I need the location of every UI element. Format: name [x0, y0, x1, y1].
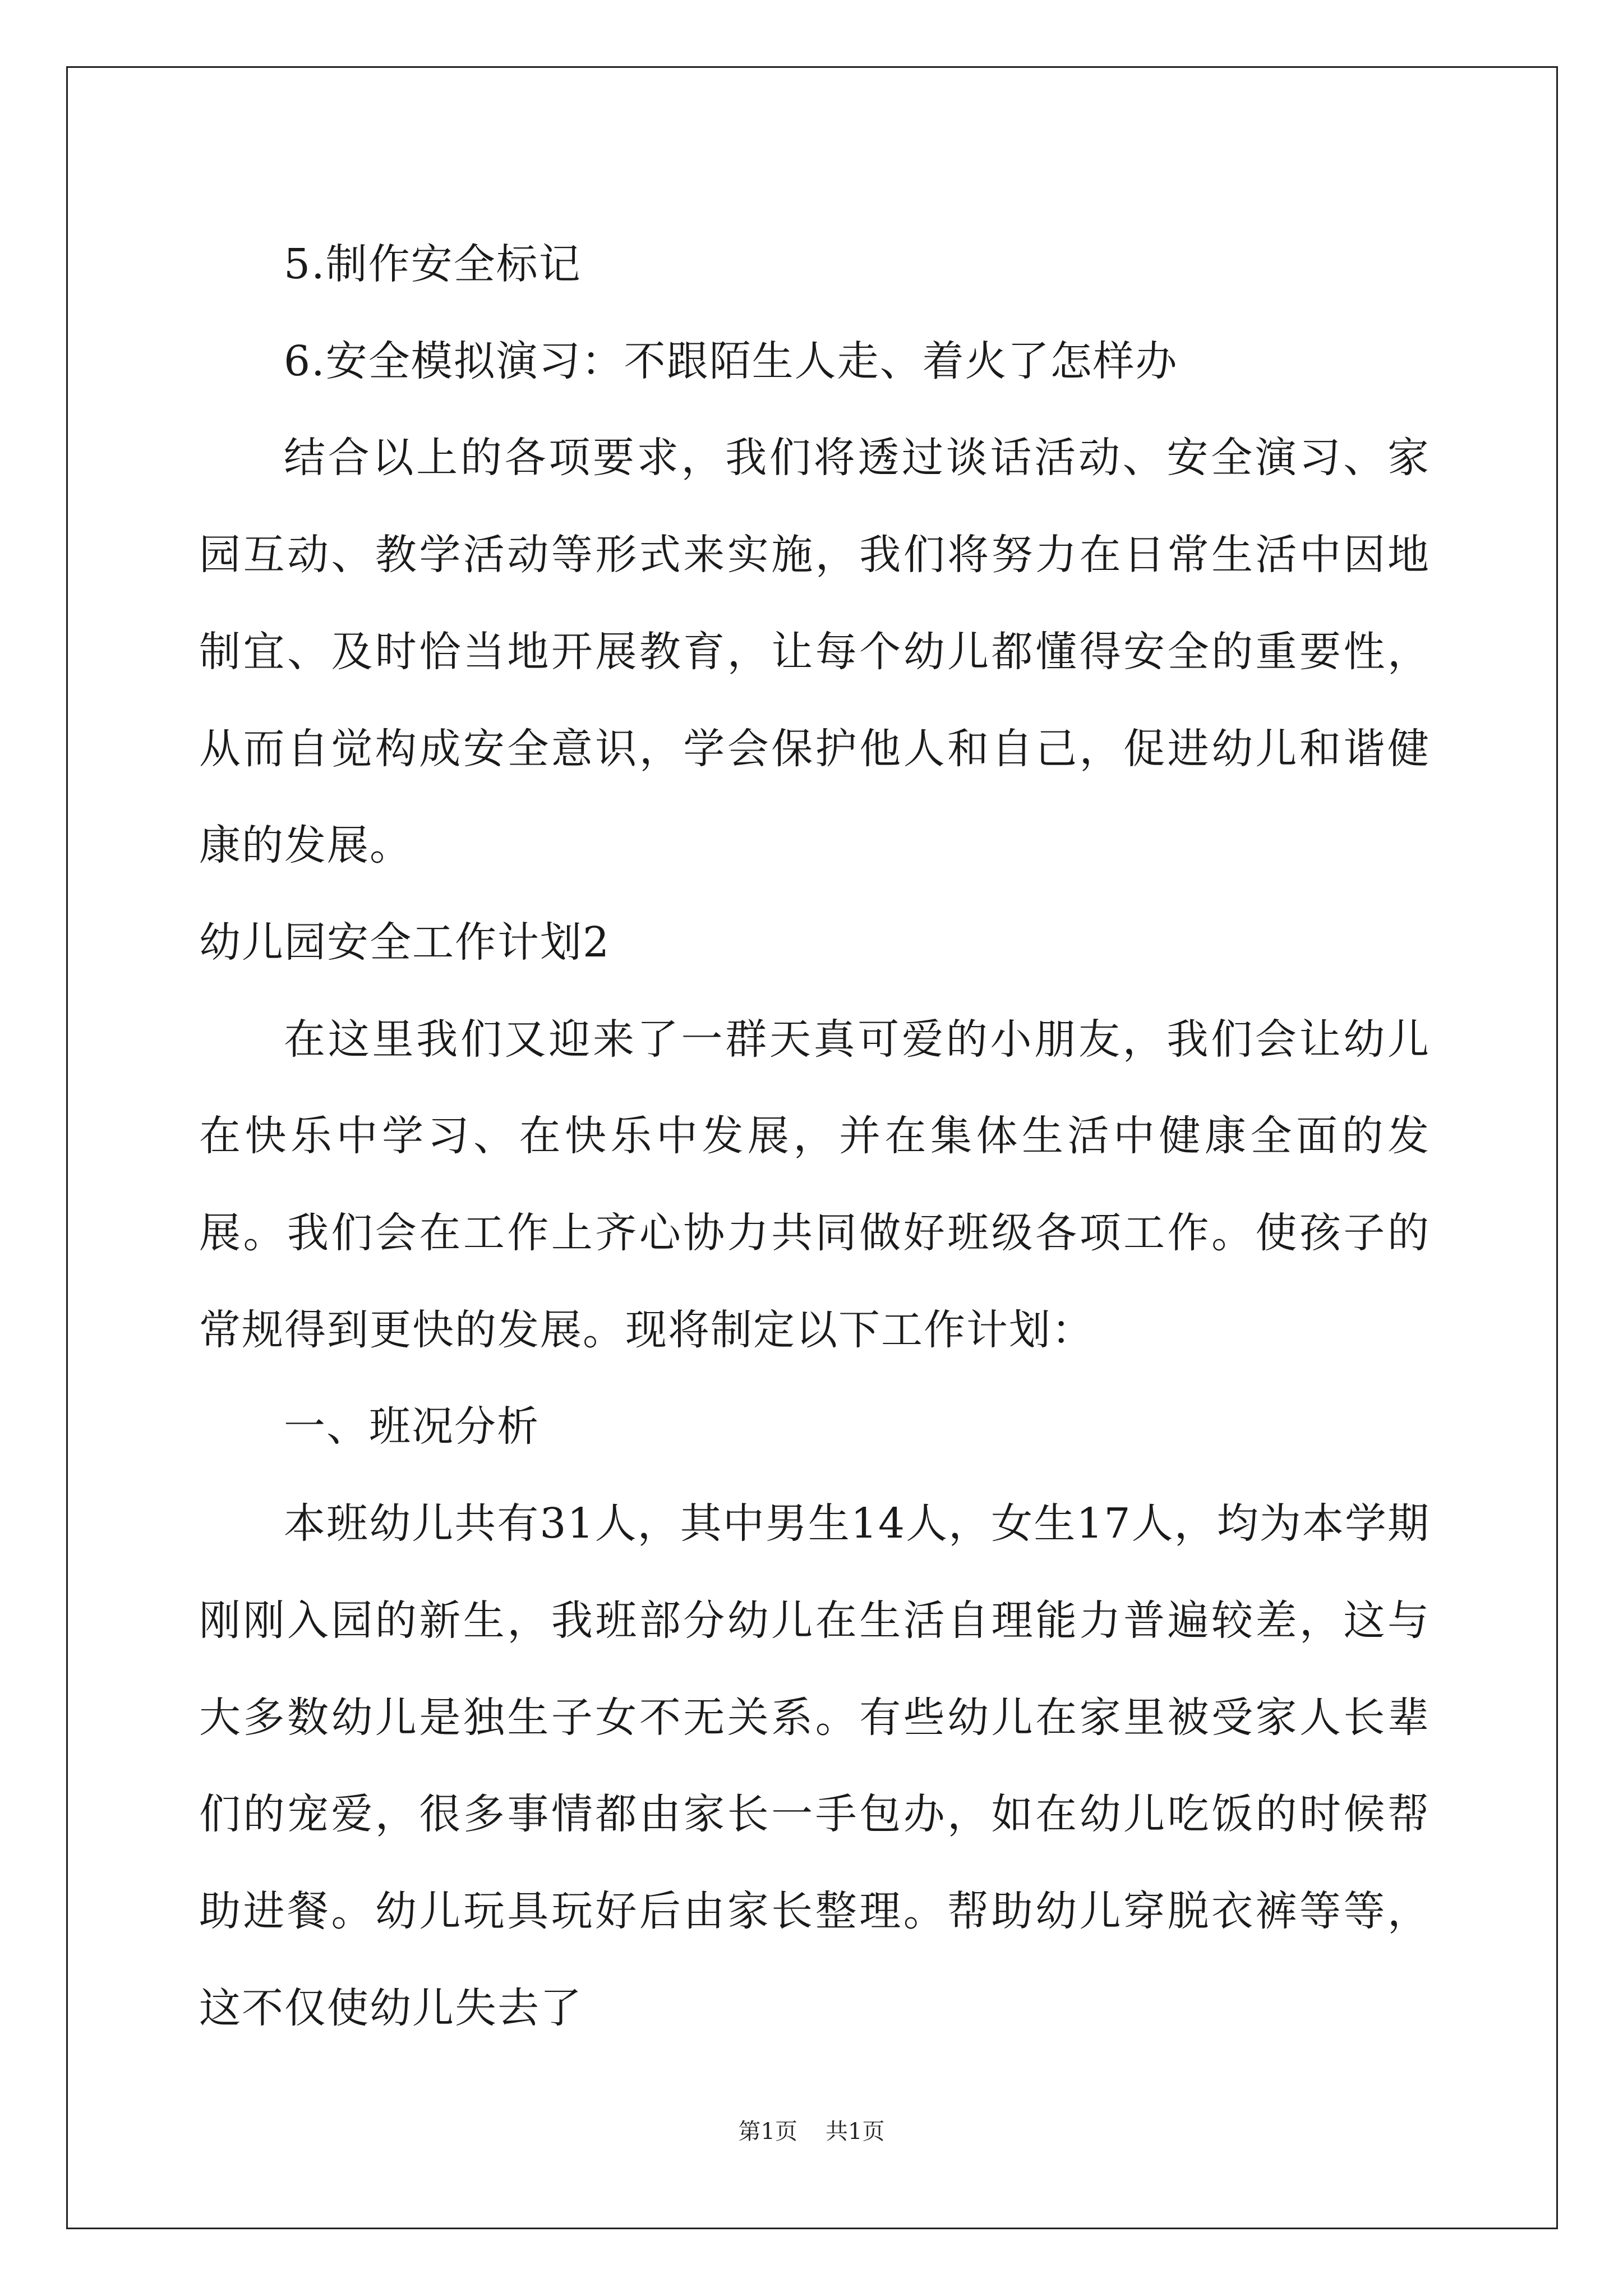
paragraph-4: 在这里我们又迎来了一群天真可爱的小朋友，我们会让幼儿在快乐中学习、在快乐中发展，并在集体生活中健康全面的发展。我们会在工作上齐心协力共同做好班级各项工作。使孩子的常规得到更快的发展。现将制定以下工作计划：	[199, 1015, 1430, 1354]
paragraph-6: 本班幼儿共有31人，其中男生14人，女生17人，均为本学期刚刚入园的新生，我班部分幼儿在生活自理能力普遍较差，这与大多数幼儿是独生子女不无关系。有些幼儿在家里被受家人长辈们的宠爱，很多事情都由家长一手包办，如在幼儿吃饭的时候帮助进餐。幼儿玩具玩好后由家长整理。帮助幼儿穿脱衣裤等等，这不仅使幼儿失去了	[199, 1499, 1430, 2032]
paragraph-2: 6.安全模拟演习：不跟陌生人走、着火了怎样办	[284, 337, 1178, 385]
paragraph-1: 5.制作安全标记	[284, 240, 582, 288]
paragraph-3: 结合以上的各项要求，我们将透过谈话活动、安全演习、家园互动、教学活动等形式来实施，我们将努力在日常生活中因地制宜、及时恰当地开展教育，让每个幼儿都懂得安全的重要性，从而自觉构成安全意识，学会保护他人和自己，促进幼儿和谐健康的发展。	[199, 434, 1430, 870]
page-number: 第1页	[738, 2119, 797, 2145]
page-total: 共1页	[826, 2119, 885, 2145]
section-heading: 幼儿园安全工作计划2	[199, 918, 611, 967]
page-footer	[0, 2118, 1623, 2146]
paragraph-5: 一、班况分析	[284, 1402, 540, 1451]
document-body	[199, 216, 1430, 2056]
